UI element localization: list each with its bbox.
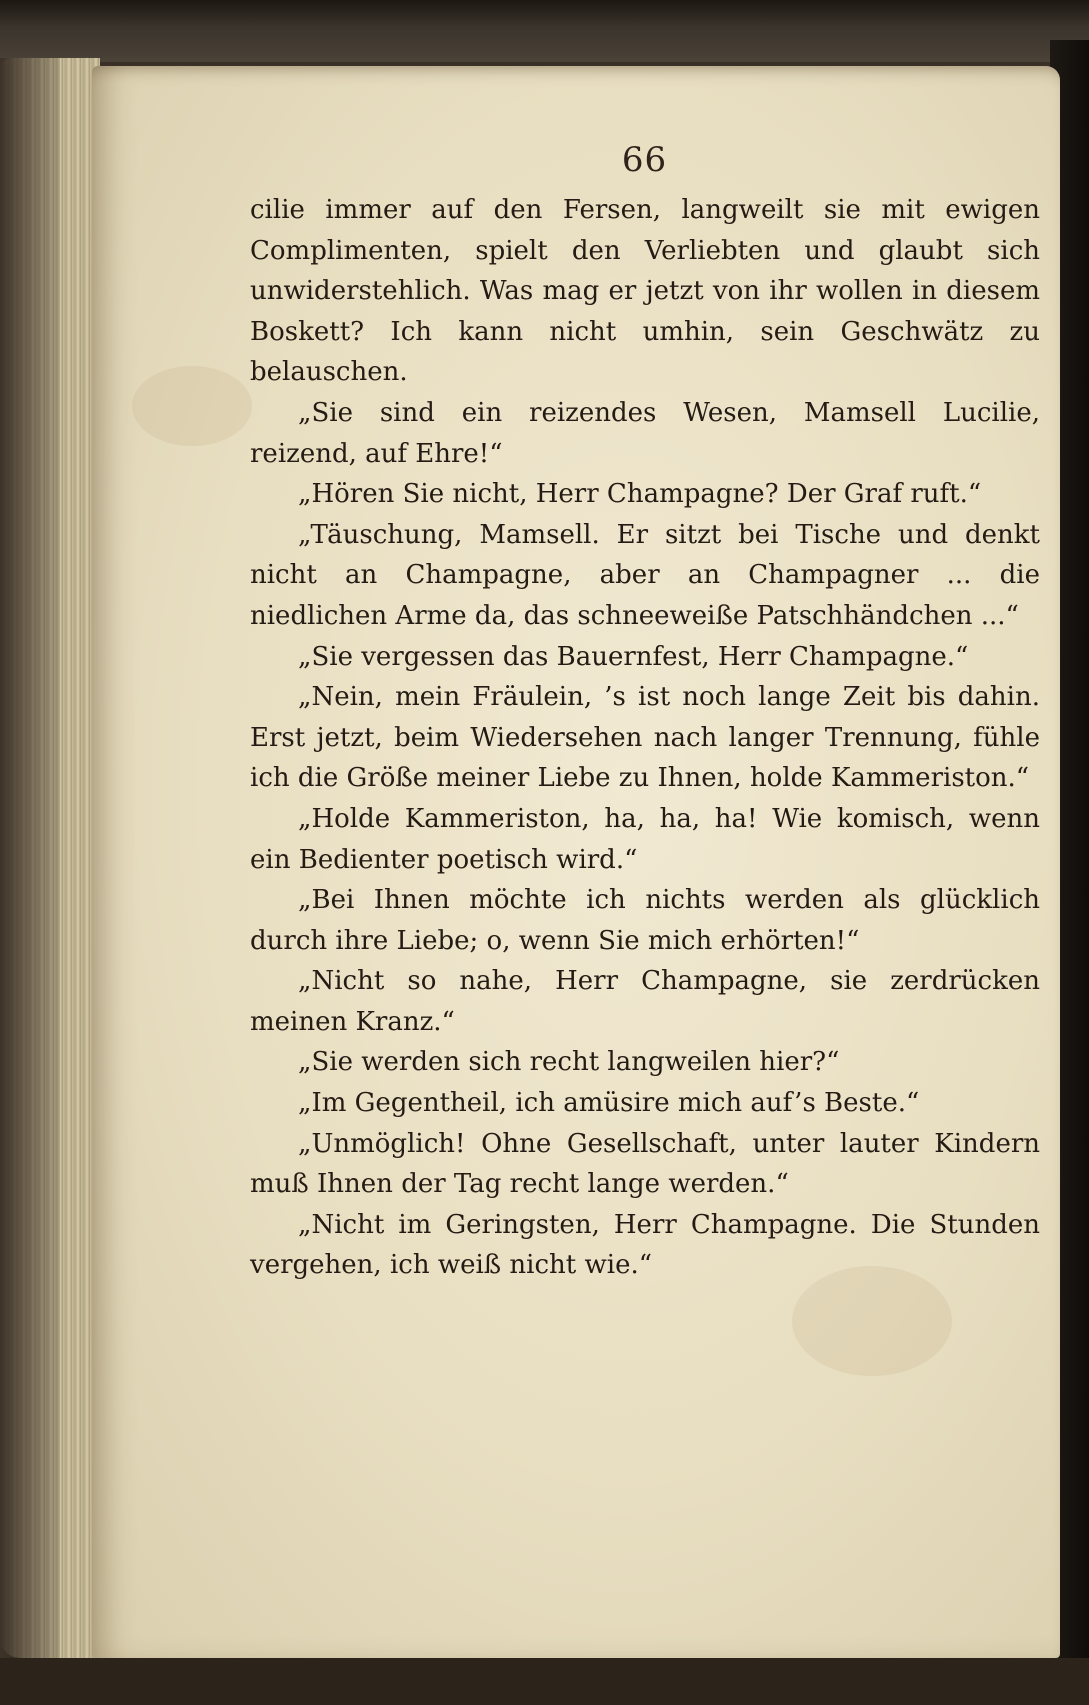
paragraph: „Sie vergessen das Bauernfest, Herr Champagne.“ [298, 641, 969, 672]
book-cover-top [0, 0, 1089, 62]
body-text [250, 190, 1040, 1286]
paragraph: „Täuschung, Mamsell. Er sitzt bei Tische und denkt nicht an Champagne, aber an Champagner ... die niedlichen Arme da, das schneeweiße Patschhändchen ...“ [250, 519, 1040, 631]
paragraph: cilie immer auf den Fersen, langweilt sie mit ewigen Complimenten, spielt den Verliebten und glaubt sich unwiderstehlich. Was mag er jetzt von ihr wollen in diesem Boskett? Ich kann nicht umhin, sein Geschwätz zu belauschen. [250, 195, 1040, 388]
paragraph: „Hören Sie nicht, Herr Champagne? Der Graf ruft.“ [298, 479, 982, 510]
paper-stain [132, 366, 252, 446]
paragraph: „Nicht im Geringsten, Herr Champagne. Die Stunden vergehen, ich weiß nicht wie.“ [250, 1209, 1040, 1281]
paragraph: „Sie werden sich recht langweilen hier?“ [298, 1047, 840, 1078]
paragraph: „Im Gegentheil, ich amüsire mich auf’s Beste.“ [298, 1088, 920, 1119]
paragraph: „Unmöglich! Ohne Gesellschaft, unter lauter Kindern muß Ihnen der Tag recht lange werden.“ [250, 1128, 1040, 1200]
paragraph: „Nicht so nahe, Herr Champagne, sie zerdrücken meinen Kranz.“ [250, 966, 1040, 1037]
paragraph: „Sie sind ein reizendes Wesen, Mamsell Lucilie, reizend, auf Ehre!“ [250, 397, 1040, 469]
paragraph: „Bei Ihnen möchte ich nichts werden als glücklich durch ihre Liebe; o, wenn Sie mich erhörten!“ [250, 885, 1040, 956]
background-table [0, 1658, 1089, 1705]
paragraph: „Nein, mein Fräulein, ’s ist noch lange Zeit bis dahin. Erst jetzt, beim Wiedersehen nach langer Trennung, fühle ich die Größe meiner Liebe zu Ihnen, holde Kammeriston.“ [250, 682, 1040, 794]
page-number: 66 [621, 140, 668, 180]
paragraph: „Holde Kammeriston, ha, ha, ha! Wie komisch, wenn ein Bedienter poetisch wird.“ [250, 803, 1040, 875]
page-edges-shadow [0, 58, 60, 1658]
